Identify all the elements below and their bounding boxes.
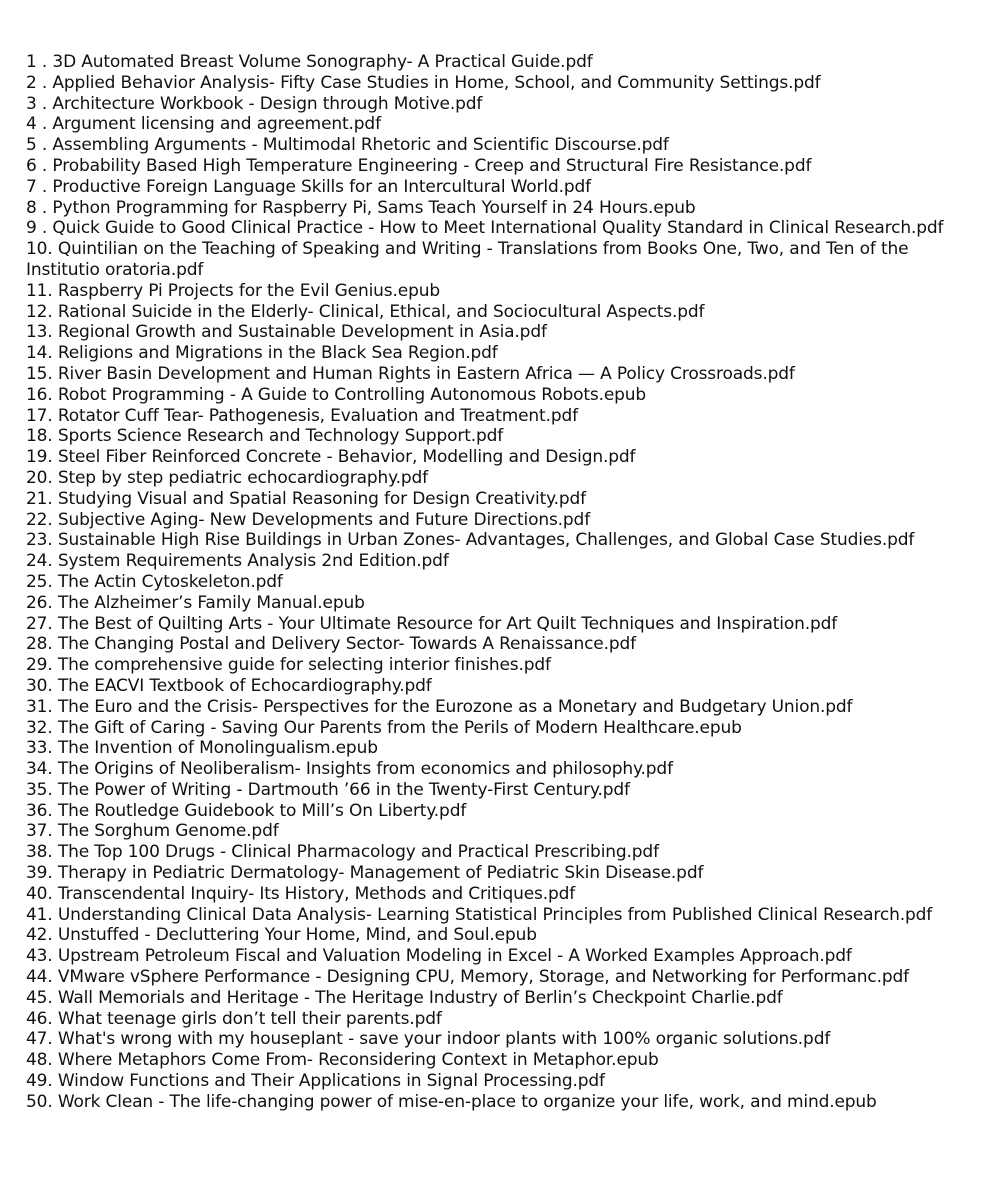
list-item: 36. The Routledge Guidebook to Mill’s On Liberty.pdf <box>26 800 467 821</box>
list-item: 22. Subjective Aging- New Developments and Future Directions.pdf <box>26 509 591 530</box>
list-item: 23. Sustainable High Rise Buildings in Urban Zones- Advantages, Challenges, and Global Case Studies.pdf <box>26 530 915 551</box>
list-item: 38. The Top 100 Drugs - Clinical Pharmacology and Practical Prescribing.pdf <box>26 842 659 863</box>
list-item: 24. System Requirements Analysis 2nd Edition.pdf <box>26 551 449 572</box>
list-item: 9 . Quick Guide to Good Clinical Practice - How to Meet International Quality Standard in Clinical Research.pdf <box>26 218 944 239</box>
list-item: 15. River Basin Development and Human Rights in Eastern Africa — A Policy Crossroads.pdf <box>26 363 795 384</box>
list-item: 50. Work Clean - The life-changing power of mise-en-place to organize your life, work, and mind.epub <box>26 1091 877 1112</box>
list-item: 48. Where Metaphors Come From- Reconsidering Context in Metaphor.epub <box>26 1050 659 1071</box>
list-item: 12. Rational Suicide in the Elderly- Clinical, Ethical, and Sociocultural Aspects.pdf <box>26 301 705 322</box>
list-item: 21. Studying Visual and Spatial Reasoning for Design Creativity.pdf <box>26 488 586 509</box>
list-item: 2 . Applied Behavior Analysis- Fifty Case Studies in Home, School, and Community Settings.pdf <box>26 72 821 93</box>
list-item: 33. The Invention of Monolingualism.epub <box>26 738 378 759</box>
list-item: 26. The Alzheimer’s Family Manual.epub <box>26 592 365 613</box>
list-item: 1 . 3D Automated Breast Volume Sonography- A Practical Guide.pdf <box>26 52 593 72</box>
list-item: 44. VMware vSphere Performance - Designing CPU, Memory, Storage, and Networking for Performanc.pdf <box>26 967 909 988</box>
list-item: 5 . Assembling Arguments - Multimodal Rhetoric and Scientific Discourse.pdf <box>26 135 669 156</box>
list-item: 17. Rotator Cuff Tear- Pathogenesis, Evaluation and Treatment.pdf <box>26 405 578 426</box>
list-item: 11. Raspberry Pi Projects for the Evil Genius.epub <box>26 280 440 301</box>
list-item: 37. The Sorghum Genome.pdf <box>26 821 279 842</box>
list-item: 27. The Best of Quilting Arts - Your Ultimate Resource for Art Quilt Techniques and Inspiration.pdf <box>26 613 838 634</box>
list-item: 19. Steel Fiber Reinforced Concrete - Behavior, Modelling and Design.pdf <box>26 447 636 468</box>
list-item: 6 . Probability Based High Temperature Engineering - Creep and Structural Fire Resistance.pdf <box>26 155 812 176</box>
document-page <box>26 52 976 1113</box>
list-item: 7 . Productive Foreign Language Skills for an Intercultural World.pdf <box>26 176 591 197</box>
list-item: 10. Quintilian on the Teaching of Speaking and Writing - Translations from Books One, Two, and Ten of the Institutio oratoria.pdf <box>26 239 909 280</box>
list-item: 29. The comprehensive guide for selecting interior finishes.pdf <box>26 655 551 676</box>
list-item: 13. Regional Growth and Sustainable Development in Asia.pdf <box>26 322 547 343</box>
list-item: 43. Upstream Petroleum Fiscal and Valuation Modeling in Excel - A Worked Examples Approach.pdf <box>26 946 852 967</box>
list-item: 40. Transcendental Inquiry- Its History, Methods and Critiques.pdf <box>26 883 576 904</box>
list-item: 3 . Architecture Workbook - Design through Motive.pdf <box>26 93 483 114</box>
list-item: 14. Religions and Migrations in the Black Sea Region.pdf <box>26 343 498 364</box>
book-list <box>26 52 976 1113</box>
list-item: 30. The EACVI Textbook of Echocardiography.pdf <box>26 675 432 696</box>
list-item: 18. Sports Science Research and Technology Support.pdf <box>26 426 504 447</box>
list-item: 45. Wall Memorials and Heritage - The Heritage Industry of Berlin’s Checkpoint Charlie.pdf <box>26 987 783 1008</box>
list-item: 25. The Actin Cytoskeleton.pdf <box>26 571 283 592</box>
list-item: 47. What's wrong with my houseplant - save your indoor plants with 100% organic solutions.pdf <box>26 1029 831 1050</box>
list-item: 28. The Changing Postal and Delivery Sector- Towards A Renaissance.pdf <box>26 634 636 655</box>
list-item: 46. What teenage girls don’t tell their parents.pdf <box>26 1008 442 1029</box>
list-item: 8 . Python Programming for Raspberry Pi, Sams Teach Yourself in 24 Hours.epub <box>26 197 696 218</box>
list-item: 49. Window Functions and Their Applications in Signal Processing.pdf <box>26 1071 605 1092</box>
list-item: 39. Therapy in Pediatric Dermatology- Management of Pediatric Skin Disease.pdf <box>26 863 704 884</box>
list-item: 34. The Origins of Neoliberalism- Insights from economics and philosophy.pdf <box>26 759 673 780</box>
list-item: 20. Step by step pediatric echocardiography.pdf <box>26 467 428 488</box>
list-item: 16. Robot Programming - A Guide to Controlling Autonomous Robots.epub <box>26 384 647 405</box>
list-item: 42. Unstuffed - Decluttering Your Home, Mind, and Soul.epub <box>26 925 537 946</box>
list-item: 32. The Gift of Caring - Saving Our Parents from the Perils of Modern Healthcare.epub <box>26 717 742 738</box>
list-item: 31. The Euro and the Crisis- Perspectives for the Eurozone as a Monetary and Budgetary Union.pdf <box>26 696 853 717</box>
list-item: 4 . Argument licensing and agreement.pdf <box>26 114 381 135</box>
list-item: 35. The Power of Writing - Dartmouth ’66 in the Twenty-First Century.pdf <box>26 779 630 800</box>
list-item: 41. Understanding Clinical Data Analysis- Learning Statistical Principles from Published Clinical Research.pdf <box>26 904 933 925</box>
